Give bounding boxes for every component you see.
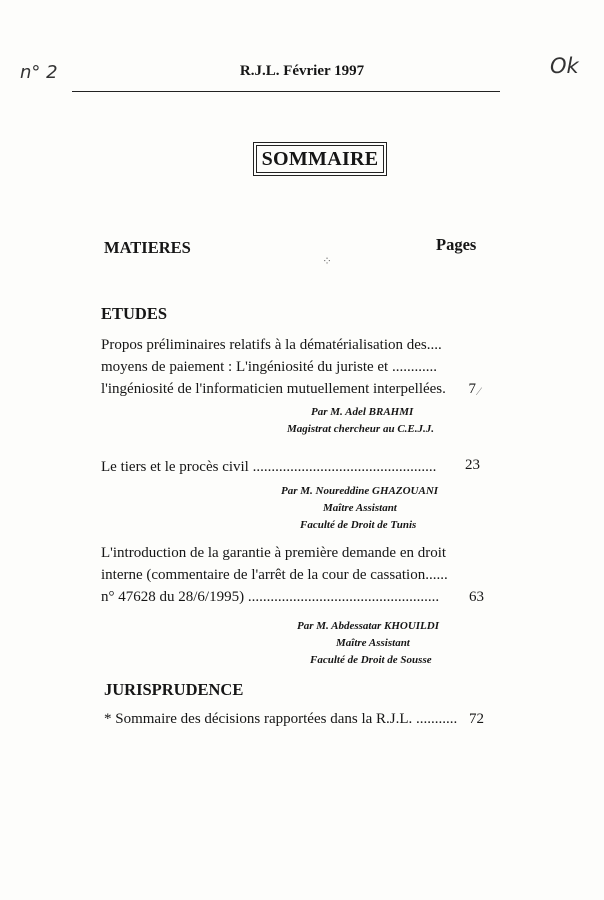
pages-heading: Pages (436, 235, 477, 254)
entry-1-page: 7 (468, 381, 476, 397)
header-rule (72, 91, 500, 92)
entry-1-line-1: Propos préliminaires relatifs à la dématérialisation des.... (101, 337, 442, 353)
entry-2-author-title: Maître Assistant (323, 502, 397, 514)
handwritten-issue-number: n° 2 (20, 62, 58, 83)
jurisprudence-entry: * Sommaire des décisions rapportées dans la R.J.L. ........... (104, 711, 458, 727)
entry-3-line-1: L'introduction de la garantie à première demande en droit (101, 545, 447, 561)
matieres-heading: MATIERES (104, 238, 191, 257)
entry-1-author: Par M. Adel BRAHMI (311, 406, 414, 418)
jurisprudence-page: 72 (469, 711, 484, 727)
etudes-heading: ETUDES (101, 304, 168, 323)
check-mark-icon: ⁄ (478, 384, 481, 398)
entry-1-author-title: Magistrat chercheur au C.E.J.J. (287, 423, 434, 435)
entry-1-line-2: moyens de paiement : L'ingéniosité du juriste et ............ (101, 359, 437, 375)
journal-header: R.J.L. Février 1997 (239, 63, 365, 79)
handwritten-ok-mark: Ok (550, 54, 579, 78)
entry-3-line-2: interne (commentaire de l'arrêt de la cour de cassation...... (101, 567, 448, 583)
entry-2-page: 23 (465, 457, 480, 473)
entry-3-author-affiliation: Faculté de Droit de Sousse (310, 654, 432, 666)
jurisprudence-heading: JURISPRUDENCE (104, 680, 244, 699)
entry-3-author-title: Maître Assistant (336, 637, 410, 649)
entry-3-line-3: n° 47628 du 28/6/1995) ................................................... (101, 589, 440, 605)
scan-speck: ⁘ (322, 254, 333, 268)
entry-3-page: 63 (469, 589, 484, 605)
entry-2-author-affiliation: Faculté de Droit de Tunis (300, 519, 417, 531)
entry-1-line-3: l'ingéniosité de l'informaticien mutuellement interpellées. (101, 381, 446, 397)
entry-3-author: Par M. Abdessatar KHOUILDI (297, 620, 439, 632)
entry-2-author: Par M. Noureddine GHAZOUANI (281, 485, 439, 497)
entry-2-line-1: Le tiers et le procès civil ................................................. (101, 459, 437, 475)
sommaire-title: SOMMAIRE (256, 145, 384, 173)
